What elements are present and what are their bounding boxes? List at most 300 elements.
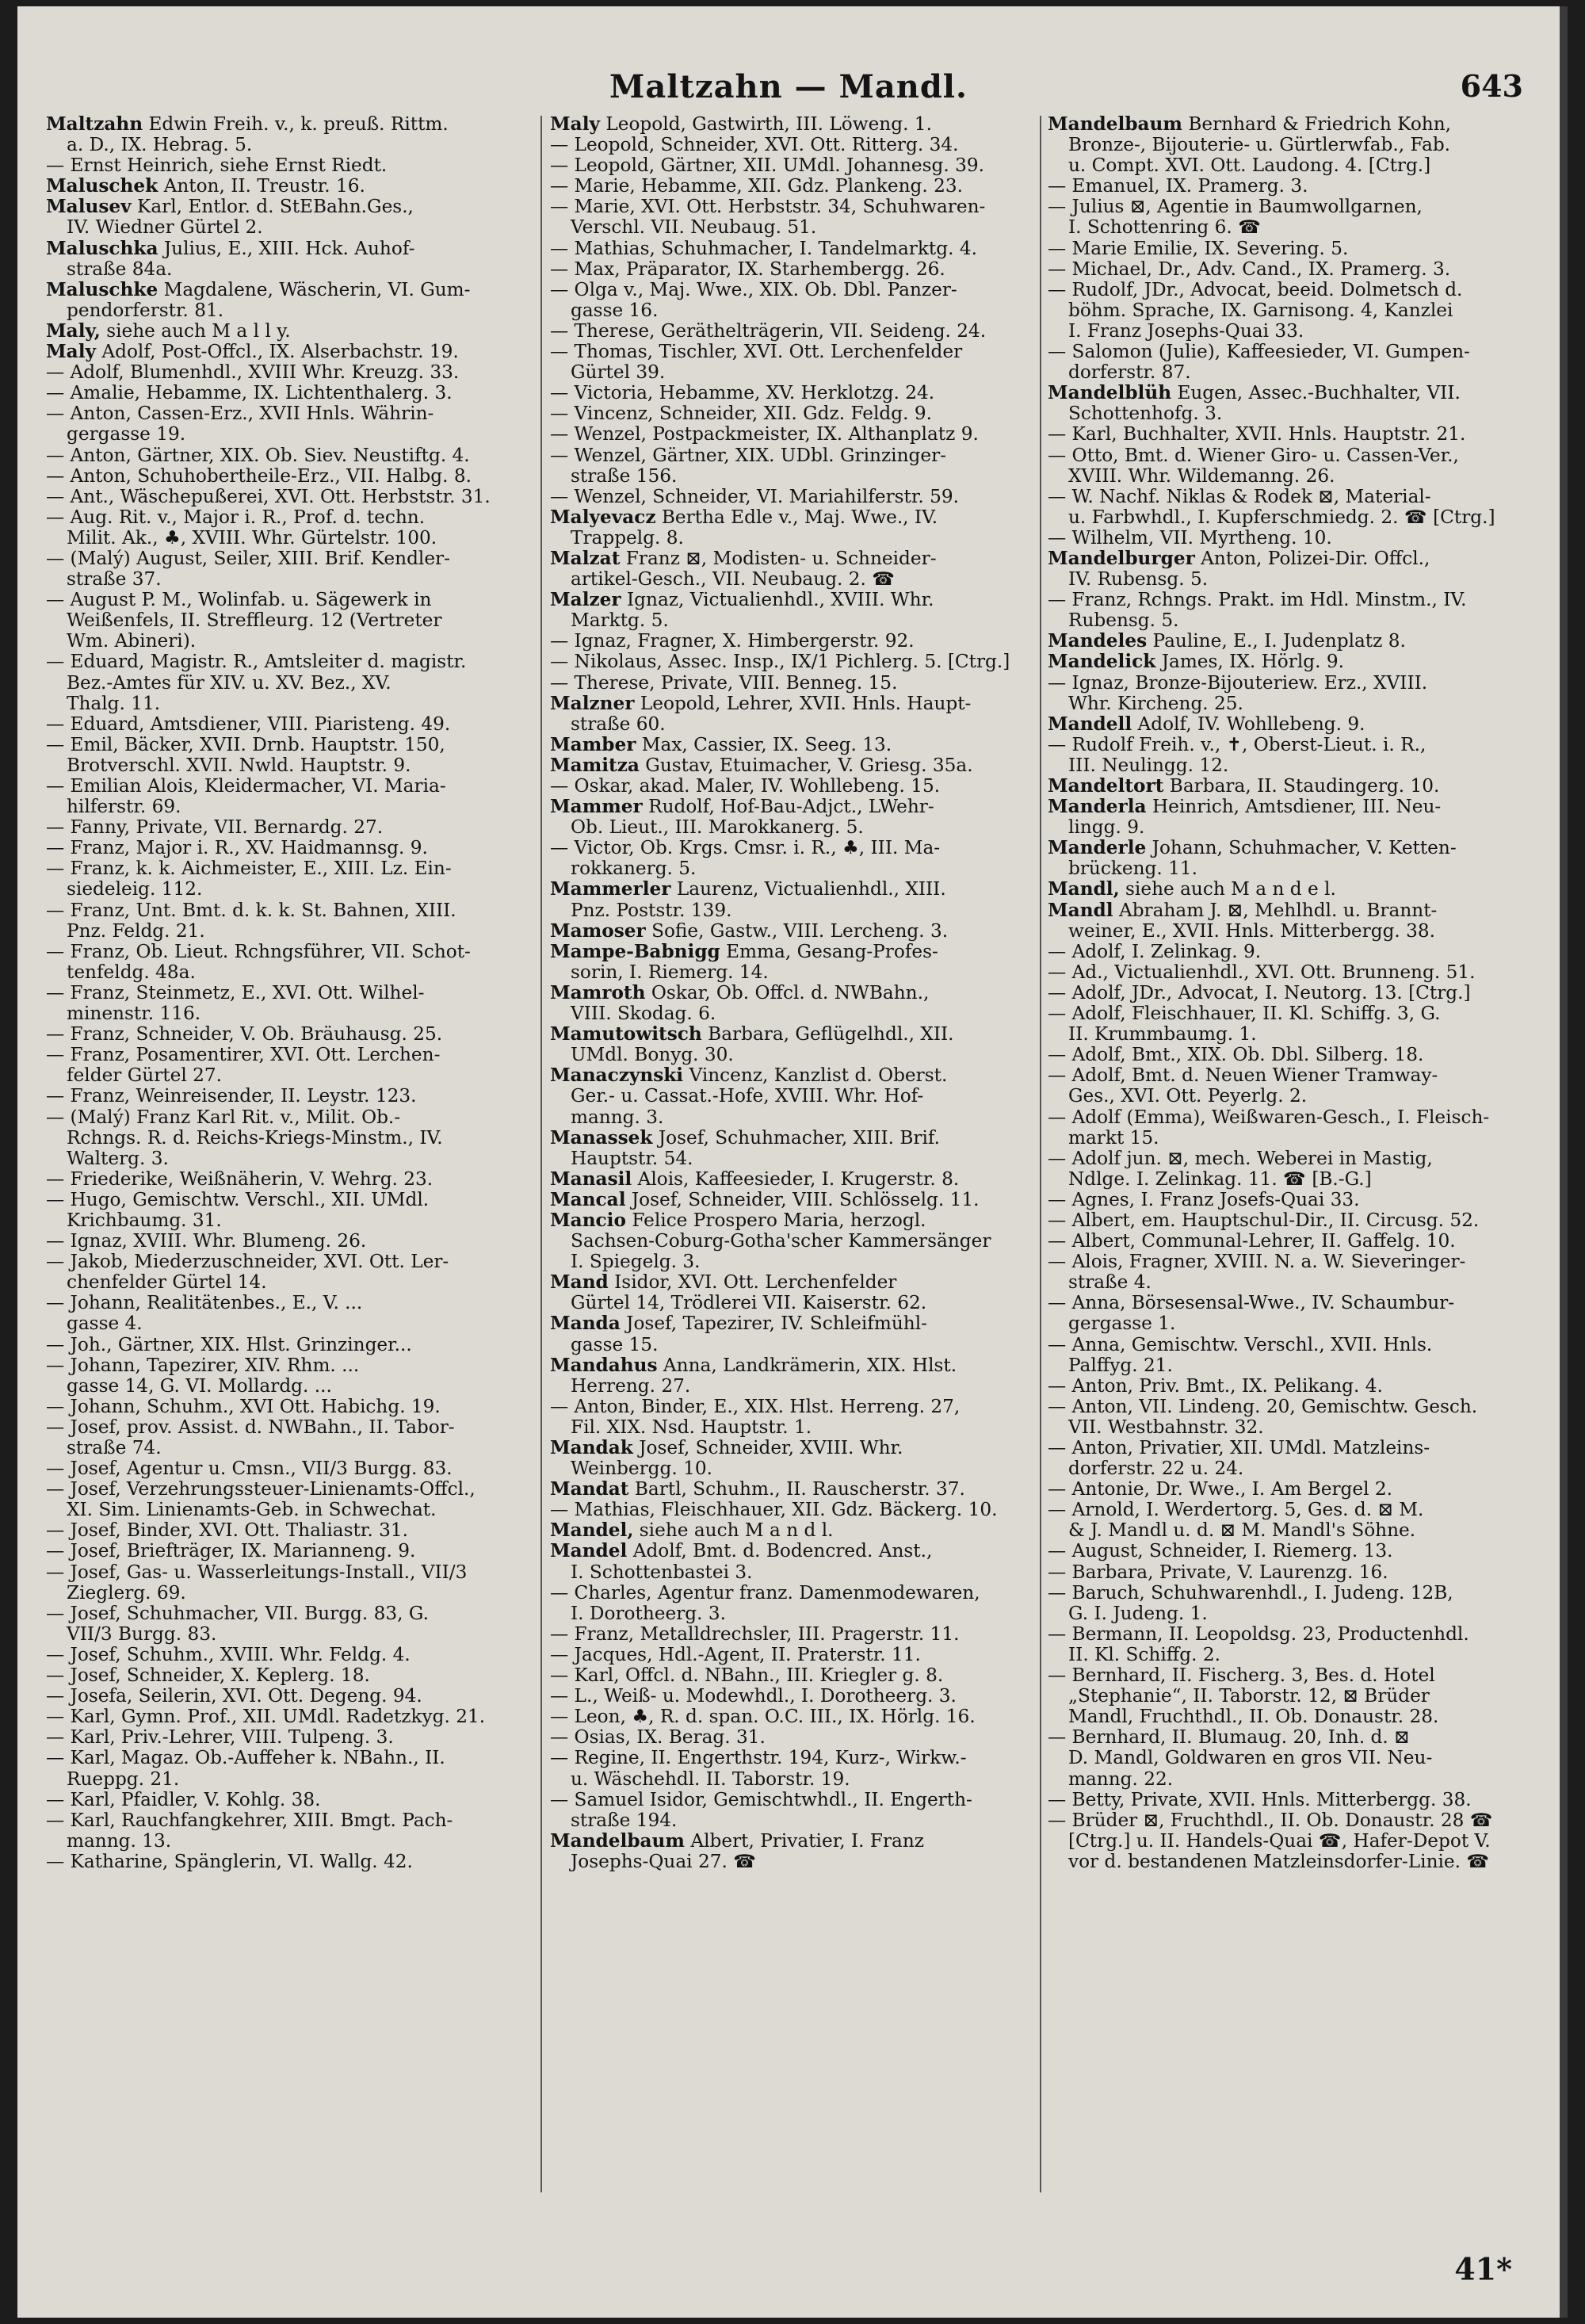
directory-entry: [46, 321, 528, 342]
entry-text: — Katharine, Spänglerin, VI. Wallg. 42.: [46, 1850, 413, 1872]
entry-text: — (Malý) August, Seiler, XIII. Brif. Kendler- straße 37.: [46, 547, 450, 591]
entry-text: Anton, II. Treustr. 16.: [158, 175, 365, 197]
directory-entry: [46, 1603, 528, 1645]
directory-entry: [550, 1128, 1032, 1169]
entry-text: — Karl, Gymn. Prof., XII. UMdl. Radetzkyg. 21.: [46, 1706, 486, 1728]
directory-entry: [550, 1272, 1032, 1313]
directory-entry: [1048, 1541, 1530, 1561]
entry-surname: Maluschek: [46, 175, 158, 197]
entry-surname: Mamoser: [550, 919, 646, 942]
directory-entry: [1048, 1810, 1530, 1872]
entry-text: — Anton, Gärtner, XIX. Ob. Siev. Neustiftg. 4.: [46, 444, 470, 466]
entry-text: — Friederike, Weißnäherin, V. Wehrg. 23.: [46, 1168, 433, 1190]
directory-entry: [1048, 590, 1530, 631]
entry-text: — Joh., Gärtner, XIX. Hlst. Grinzinger...: [46, 1333, 412, 1355]
entry-text: — Franz, k. k. Aichmeister, E., XIII. Lz. Ein- siedeleig. 112.: [46, 858, 452, 900]
entry-text: — Betty, Private, XVII. Hnls. Mitterbergg. 38.: [1048, 1788, 1472, 1810]
entry-surname: Maltzahn: [46, 114, 143, 135]
entry-surname: Mandelburger: [1048, 547, 1195, 569]
entry-text: James, IX. Hörlg. 9.: [1155, 651, 1344, 673]
entry-text: — Marie, Hebamme, XII. Gdz. Plankeng. 23.: [550, 175, 963, 197]
directory-entry: [550, 507, 1032, 549]
entry-text: — Eduard, Amtsdiener, VIII. Piaristeng. 49.: [46, 713, 451, 735]
entry-surname: Maly: [550, 114, 600, 135]
directory-entry: [550, 1707, 1032, 1727]
directory-entry: [1048, 1479, 1530, 1500]
directory-entry: [46, 466, 528, 487]
directory-entry: [550, 1313, 1032, 1355]
directory-entry: [46, 900, 528, 942]
entry-surname: Mandelblüh: [1048, 382, 1172, 404]
entry-text: — Bernhard, II. Blumaug. 20, Inh. d. ⊠ D. Mandl, Goldwaren en gros VII. Neu- manng. 22.: [1048, 1726, 1433, 1790]
directory-entry: [550, 1190, 1032, 1210]
directory-entry: [1048, 1790, 1530, 1810]
entry-surname: Mandat: [550, 1478, 629, 1500]
entry-text: — Bernhard, II. Fischerg. 3, Bes. d. Hotel „Stephanie“, II. Taborstr. 12, ⊠ Brüder Mandl, Fruchthdl., II. Ob. Donaustr. 28.: [1048, 1665, 1439, 1728]
directory-entry: [550, 1645, 1032, 1665]
entry-text: — Franz, Unt. Bmt. d. k. k. St. Bahnen, XIII. Pnz. Feldg. 21.: [46, 899, 456, 942]
directory-entry: [46, 1562, 528, 1603]
entry-text: — Franz, Schneider, V. Ob. Bräuhausg. 25.: [46, 1023, 443, 1045]
directory-entry: [550, 1831, 1032, 1872]
directory-entry: [1048, 673, 1530, 714]
column-3: [1048, 114, 1530, 2207]
entry-text: — Fanny, Private, VII. Bernardg. 27.: [46, 816, 384, 839]
entry-surname: Mand: [550, 1271, 609, 1294]
entry-text: — Ant., Wäschepußerei, XVI. Ott. Herbststr. 31.: [46, 485, 491, 507]
directory-entry: [550, 549, 1032, 590]
entry-text: — Josef, Schuhmacher, VII. Burgg. 83, G. VII/3 Burgg. 83.: [46, 1602, 429, 1645]
directory-entry: [46, 114, 528, 155]
entry-surname: Manda: [550, 1313, 621, 1335]
directory-entry: [46, 1852, 528, 1872]
entry-text: — Vincenz, Schneider, XII. Gdz. Feldg. 9.: [550, 403, 932, 425]
directory-entry: [1048, 176, 1530, 197]
directory-entry: [550, 445, 1032, 487]
directory-entry: [550, 176, 1032, 197]
directory-entry: [1048, 652, 1530, 672]
entry-text: — Therese, Geräthelträgerin, VII. Seideng. 24.: [550, 319, 987, 342]
entry-text: Heinrich, Amtsdiener, III. Neu- lingg. 9.: [1068, 796, 1442, 839]
entry-text: — Samuel Isidor, Gemischtwhdl., II. Engerth- straße 194.: [550, 1788, 972, 1831]
directory-entry: [550, 1397, 1032, 1438]
directory-entry: [550, 342, 1032, 383]
directory-entry: [1048, 1397, 1530, 1438]
entry-surname: Mamber: [550, 733, 636, 755]
directory-entry: [550, 280, 1032, 321]
entry-text: — Mathias, Schuhmacher, I. Tandelmarktg. 4.: [550, 237, 977, 259]
entry-text: — Hugo, Gemischtw. Verschl., XII. UMdl. Krichbaumg. 31.: [46, 1188, 430, 1231]
directory-entry: [1048, 1583, 1530, 1624]
entry-text: — Baruch, Schuhwarenhdl., I. Judeng. 12B, G. I. Judeng. 1.: [1048, 1581, 1453, 1624]
directory-entry: [1048, 1190, 1530, 1210]
directory-entry: [46, 1293, 528, 1334]
directory-entry: [550, 921, 1032, 942]
entry-surname: Mandelbaum: [1048, 114, 1182, 135]
directory-entry: [46, 1231, 528, 1252]
entry-text: — Salomon (Julie), Kaffeesieder, VI. Gumpen- dorferstr. 87.: [1048, 341, 1470, 384]
directory-entry: [1048, 197, 1530, 238]
directory-entry: [46, 239, 528, 280]
entry-text: Karl, Entlor. d. StEBahn.Ges., IV. Wiedner Gürtel 2.: [67, 196, 414, 239]
directory-entry: [46, 1520, 528, 1541]
directory-entry: [550, 239, 1032, 259]
entry-text: — Leopold, Schneider, XVI. Ott. Ritterg. 34.: [550, 134, 959, 156]
directory-entry: [46, 942, 528, 983]
directory-entry: [550, 838, 1032, 879]
entry-text: Isidor, XVI. Ott. Lerchenfelder Gürtel 14, Trödlerei VII. Kaiserstr. 62.: [571, 1271, 927, 1314]
entry-text: — Karl, Rauchfangkehrer, XIII. Bmgt. Pach- manng. 13.: [46, 1809, 453, 1852]
entry-text: — Adolf, Bmt., XIX. Ob. Dbl. Silberg. 18.: [1048, 1044, 1424, 1066]
entry-surname: Manaczynski: [550, 1065, 684, 1087]
directory-entry: [1048, 239, 1530, 259]
directory-entry: [46, 1045, 528, 1086]
entry-text: — Alois, Fragner, XVIII. N. a. W. Sieveringer- straße 4.: [1048, 1251, 1466, 1294]
entry-text: Leopold, Gastwirth, III. Löweng. 1.: [599, 114, 932, 135]
entry-text: — Karl, Magaz. Ob.-Auffeher k. NBahn., II. Rueppg. 21.: [46, 1747, 445, 1790]
directory-entry: [46, 1252, 528, 1293]
entry-text: Magdalene, Wäscherin, VI. Gum- pendorferstr. 81.: [67, 278, 471, 321]
directory-entry: [1048, 1252, 1530, 1293]
entry-surname: Mandl: [1048, 899, 1113, 921]
directory-entry: [46, 1024, 528, 1045]
entry-text: — Josef, prov. Assist. d. NWBahn., II. Tabor- straße 74.: [46, 1416, 455, 1458]
directory-entry: [550, 652, 1032, 672]
entry-surname: Manderle: [1048, 837, 1147, 859]
directory-entry: [46, 1541, 528, 1561]
column-2: [550, 114, 1032, 2207]
entry-text: — Wenzel, Gärtner, XIX. UDbl. Grinzinger- straße 156.: [550, 444, 946, 487]
directory-entry: [1048, 114, 1530, 176]
directory-entry: [46, 383, 528, 403]
directory-entry: [1048, 1210, 1530, 1231]
entry-text: — Brüder ⊠, Fruchthdl., II. Ob. Donaustr. 28 ☎ [Ctrg.] u. II. Handels-Quai ☎, Hafer-Depot V. vor d. bestandenen Matzleinsdorfer-Linie. ☎: [1048, 1809, 1493, 1872]
entry-surname: Malyevacz: [550, 506, 656, 528]
entry-text: — Josef, Gas- u. Wasserleitungs-Install., VII/3 Zieglerg. 69.: [46, 1561, 468, 1603]
entry-text: — Albert, Communal-Lehrer, II. Gaffelg. 10.: [1048, 1230, 1456, 1252]
entry-surname: Malusev: [46, 196, 132, 218]
directory-entry: [550, 1438, 1032, 1479]
directory-entry: [550, 1210, 1032, 1272]
directory-entry: [46, 549, 528, 590]
entry-text: Anna, Landkrämerin, XIX. Hlst. Herreng. 27.: [571, 1354, 957, 1397]
directory-entry: [46, 1397, 528, 1417]
entry-text: — Marie, XVI. Ott. Herbststr. 34, Schuhwaren- Verschl. VII. Neubaug. 51.: [550, 196, 986, 239]
entry-text: — Osias, IX. Berag. 31.: [550, 1726, 766, 1749]
directory-entry: [46, 362, 528, 383]
entry-text: Rudolf, Hof-Bau-Adjct., LWehr- Ob. Lieut., III. Marokkanerg. 5.: [571, 796, 934, 839]
directory-entry: [1048, 549, 1530, 590]
column-divider: [540, 116, 542, 2192]
directory-entry: [46, 342, 528, 362]
directory-entry: [550, 797, 1032, 838]
entry-text: siehe auch M a n d e l.: [1119, 878, 1336, 900]
entry-text: — Anton, Schuhobertheile-Erz., VII. Halbg. 8.: [46, 464, 472, 487]
directory-entry: [46, 403, 528, 445]
directory-entry: [46, 776, 528, 817]
entry-text: Adolf, IV. Wohllebeng. 9.: [1132, 713, 1365, 735]
directory-entry: [550, 1065, 1032, 1127]
entry-surname: Mandak: [550, 1437, 633, 1458]
entry-surname: Mampe-Babnigg: [550, 940, 720, 962]
entry-text: Bernhard & Friedrich Kohn, Bronze-, Bijouterie- u. Gürtlerwfab., Fab. u. Compt. XVI. Ott. Laudong. 4. [Ctrg.]: [1068, 114, 1452, 177]
entry-text: — Victor, Ob. Krgs. Cmsr. i. R., ♣, III. Ma- rokkanerg. 5.: [550, 837, 941, 880]
entry-text: — Johann, Schuhm., XVI Ott. Habichg. 19.: [46, 1395, 441, 1417]
entry-text: — Bermann, II. Leopoldsg. 23, Productenhdl. II. Kl. Schiffg. 2.: [1048, 1623, 1469, 1665]
directory-entry: [1048, 942, 1530, 962]
directory-entry: [1048, 1149, 1530, 1190]
directory-entry: [46, 487, 528, 507]
directory-entry: [550, 1790, 1032, 1831]
entry-text: — Barbara, Private, V. Laurenzg. 16.: [1048, 1561, 1388, 1583]
column-1: [46, 114, 528, 2207]
entry-text: — Adolf, Fleischhauer, II. Kl. Schiffg. 3, G. II. Krummbaumg. 1.: [1048, 1003, 1441, 1045]
entry-text: Barbara, II. Staudingerg. 10.: [1163, 775, 1440, 797]
entry-text: — Max, Präparator, IX. Starhembergg. 26.: [550, 258, 945, 280]
entry-text: — Eduard, Magistr. R., Amtsleiter d. magistr. Bez.-Amtes für XIV. u. XV. Bez., XV. Thalg. 11.: [46, 651, 467, 714]
directory-entry: [1048, 1231, 1530, 1252]
directory-entry: [46, 1335, 528, 1355]
entry-text: — Adolf jun. ⊠, mech. Weberei in Mastig, Ndlge. I. Zelinkag. 11. ☎ [B.-G.]: [1048, 1147, 1433, 1190]
entry-text: — Anton, VII. Lindeng. 20, Gemischtw. Gesch. VII. Westbahnstr. 32.: [1048, 1395, 1478, 1438]
entry-surname: Malzner: [550, 692, 635, 714]
entry-text: — L., Weiß- u. Modewhdl., I. Dorotheerg. 3.: [550, 1685, 957, 1707]
directory-entry: [1048, 879, 1530, 900]
entry-surname: Mamitza: [550, 754, 640, 776]
directory-entry: [1048, 445, 1530, 487]
directory-entry: [550, 1169, 1032, 1190]
entry-surname: Mandel: [550, 1540, 628, 1562]
directory-entry: [46, 1107, 528, 1169]
directory-entry: [46, 1169, 528, 1190]
directory-entry: [1048, 1562, 1530, 1583]
directory-entry: [46, 1790, 528, 1810]
entry-surname: Manassek: [550, 1126, 653, 1149]
directory-entry: [550, 487, 1032, 507]
directory-entry: [550, 942, 1032, 983]
directory-entry: [1048, 342, 1530, 383]
directory-entry: [46, 507, 528, 549]
directory-entry: [46, 1479, 528, 1520]
entry-surname: Mandelick: [1048, 651, 1156, 673]
entry-text: — Rudolf, JDr., Advocat, beeid. Dolmetsch d. böhm. Sprache, IX. Garnisong. 4, Kanzlei I. Franz Josephs-Quai 33.: [1048, 278, 1463, 342]
entry-text: — Franz, Ob. Lieut. Rchngsführer, VII. Schot- tenfeldg. 48a.: [46, 940, 471, 983]
entry-surname: Manderla: [1048, 796, 1147, 818]
directory-entry: [550, 155, 1032, 176]
directory-entry: [1048, 1107, 1530, 1149]
entry-surname: Mammer: [550, 796, 643, 818]
entry-text: — Josef, Schneider, X. Keplerg. 18.: [46, 1665, 370, 1687]
entry-text: — Emil, Bäcker, XVII. Drnb. Hauptstr. 150, Brotverschl. XVII. Nwld. Hauptstr. 9.: [46, 733, 445, 776]
directory-entry: [550, 1727, 1032, 1748]
entry-text: — Wenzel, Schneider, VI. Mariahilferstr. 59.: [550, 485, 960, 507]
entry-text: Abraham J. ⊠, Mehlhdl. u. Brannt- weiner, E., XVII. Hnls. Mitterbergg. 38.: [1068, 899, 1438, 942]
directory-entry: [550, 135, 1032, 155]
entry-text: Eugen, Assec.-Buchhalter, VII. Schottenhofg. 3.: [1068, 382, 1461, 425]
entry-text: Bartl, Schuhm., II. Rauscherstr. 37.: [628, 1478, 965, 1500]
entry-text: Pauline, E., I. Judenplatz 8.: [1147, 630, 1406, 652]
directory-entry: [46, 1810, 528, 1852]
directory-entry: [46, 1665, 528, 1686]
entry-text: — Julius ⊠, Agentie in Baumwollgarnen, I. Schottenring 6. ☎: [1048, 196, 1423, 239]
entry-text: — Ignaz, Bronze-Bijouteriew. Erz., XVIII. Whr. Kircheng. 25.: [1048, 671, 1428, 714]
entry-surname: Mandelbaum: [550, 1829, 685, 1852]
entry-text: — Antonie, Dr. Wwe., I. Am Bergel 2.: [1048, 1478, 1393, 1500]
page-header: [17, 68, 1560, 111]
page-title: Maltzahn — Mandl.: [609, 68, 968, 105]
entry-text: — Anna, Börsesensal-Wwe., IV. Schaumbur- gergasse 1.: [1048, 1292, 1455, 1335]
directory-entry: [550, 673, 1032, 694]
directory-entry: [46, 1190, 528, 1231]
entry-text: — Wilhelm, VII. Myrtheng. 10.: [1048, 526, 1332, 549]
entry-surname: Maluschka: [46, 237, 158, 259]
directory-entry: [1048, 1045, 1530, 1065]
entry-text: — Oskar, akad. Maler, IV. Wohllebeng. 15.: [550, 775, 941, 797]
entry-text: Laurenz, Victualienhdl., XIII. Pnz. Poststr. 139.: [571, 878, 946, 921]
directory-entry: [1048, 1335, 1530, 1376]
entry-surname: Mancio: [550, 1209, 626, 1231]
directory-entry: [46, 1727, 528, 1748]
entry-text: — Franz, Rchngs. Prakt. im Hdl. Minstm., IV. Rubensg. 5.: [1048, 589, 1467, 632]
directory-page: [17, 6, 1568, 2318]
directory-entry: [550, 1686, 1032, 1707]
directory-entry: [550, 114, 1032, 135]
directory-entry: [46, 735, 528, 776]
directory-entry: [550, 259, 1032, 280]
entry-text: Ignaz, Victualienhdl., XVIII. Whr. Marktg. 5.: [571, 589, 934, 632]
directory-entry: [46, 817, 528, 838]
directory-entry: [550, 590, 1032, 631]
directory-entry: [46, 1707, 528, 1727]
entry-text: — Ignaz, XVIII. Whr. Blumeng. 26.: [46, 1230, 367, 1252]
entry-text: — Adolf, Bmt. d. Neuen Wiener Tramway- Ges., XVI. Ott. Peyerlg. 2.: [1048, 1065, 1438, 1107]
entry-text: — W. Nachf. Niklas & Rodek ⊠, Material- u. Farbwhdl., I. Kupferschmiedg. 2. ☎ [Ctrg.]: [1048, 485, 1495, 528]
entry-text: — Karl, Offcl. d. NBahn., III. Kriegler g. 8.: [550, 1665, 944, 1687]
entry-surname: Maly,: [46, 319, 101, 342]
entry-text: Josef, Tapezirer, IV. Schleifmühl- gasse 15.: [571, 1313, 927, 1355]
directory-entry: [1048, 1293, 1530, 1334]
entry-text: Anton, Polizei-Dir. Offcl., IV. Rubensg. 5.: [1068, 547, 1430, 591]
directory-entry: [550, 1479, 1032, 1500]
directory-entry: [550, 1520, 1032, 1541]
entry-text: Josef, Schneider, VIII. Schlösselg. 11.: [625, 1188, 980, 1210]
directory-entry: [1048, 1727, 1530, 1789]
entry-text: Bertha Edle v., Maj. Wwe., IV. Trappelg. 8.: [571, 506, 938, 549]
entry-text: — Marie Emilie, IX. Severing. 5.: [1048, 237, 1349, 259]
entry-text: Franz ⊠, Modisten- u. Schneider- artikel-Gesch., VII. Neubaug. 2. ☎: [571, 547, 937, 591]
directory-entry: [46, 176, 528, 197]
entry-text: Julius, E., XIII. Hck. Auhof- straße 84a.: [67, 237, 415, 280]
directory-entry: [550, 1748, 1032, 1789]
entry-text: Leopold, Lehrer, XVII. Hnls. Haupt- straße 60.: [571, 692, 972, 735]
directory-entry: [1048, 383, 1530, 424]
directory-entry: [1048, 1665, 1530, 1727]
directory-entry: [550, 1583, 1032, 1624]
directory-entry: [1048, 528, 1530, 549]
directory-entry: [46, 714, 528, 735]
directory-entry: [1048, 424, 1530, 445]
directory-entry: [46, 1417, 528, 1458]
entry-text: — Arnold, I. Werdertorg. 5, Ges. d. ⊠ M. & J. Mandl u. d. ⊠ M. Mandl's Söhne.: [1048, 1499, 1424, 1542]
directory-entry: [550, 321, 1032, 342]
entry-text: — Franz, Posamentirer, XVI. Ott. Lerchen- felder Gürtel 27.: [46, 1044, 441, 1087]
entry-text: — Otto, Bmt. d. Wiener Giro- u. Cassen-Ver., XVIII. Whr. Wildemanng. 26.: [1048, 444, 1459, 487]
directory-entry: [1048, 631, 1530, 652]
entry-text: — Karl, Buchhalter, XVII. Hnls. Hauptstr. 21.: [1048, 423, 1466, 445]
entry-text: — Johann, Realitätenbes., E., V. ... gasse 4.: [46, 1292, 363, 1335]
sheet-signature: 41*: [1454, 2251, 1512, 2287]
directory-entry: [550, 383, 1032, 403]
directory-entry: [1048, 838, 1530, 879]
entry-text: — Josefa, Seilerin, XVI. Ott. Degeng. 94.: [46, 1685, 422, 1707]
directory-entry: [46, 652, 528, 713]
entry-text: — Rudolf Freih. v., ✝, Oberst-Lieut. i. R., III. Neulingg. 12.: [1048, 733, 1426, 776]
directory-entry: [550, 1024, 1032, 1065]
directory-entry: [550, 879, 1032, 920]
directory-entry: [550, 403, 1032, 424]
entry-text: Vincenz, Kanzlist d. Oberst. Ger.- u. Cassat.-Hofe, XVIII. Whr. Hof- manng. 3.: [571, 1065, 948, 1128]
entry-text: Sofie, Gastw., VIII. Lercheng. 3.: [645, 919, 949, 942]
entry-surname: Mandeles: [1048, 630, 1148, 652]
entry-text: Emma, Gesang-Profes- sorin, I. Riemerg. 14.: [571, 940, 938, 983]
entry-text: Adolf, Bmt. d. Bodencred. Anst., I. Schottenbastei 3.: [571, 1540, 933, 1583]
entry-text: — Jakob, Miederzuschneider, XVI. Ott. Ler- chenfelder Gürtel 14.: [46, 1251, 449, 1294]
entry-text: Barbara, Geflügelhdl., XII. UMdl. Bonyg. 30.: [571, 1023, 954, 1066]
entry-text: Josef, Schuhmacher, XIII. Brif. Hauptstr. 54.: [571, 1126, 941, 1169]
entry-text: — Ad., Victualienhdl., XVI. Ott. Brunneng. 51.: [1048, 961, 1476, 983]
entry-text: — Charles, Agentur franz. Damenmodewaren, I. Dorotheerg. 3.: [550, 1581, 980, 1624]
entry-text: — Adolf, JDr., Advocat, I. Neutorg. 13. [Ctrg.]: [1048, 981, 1471, 1003]
entry-text: — Wenzel, Postpackmeister, IX. Althanplatz 9.: [550, 423, 979, 445]
entry-text: — Therese, Private, VIII. Benneg. 15.: [550, 671, 898, 694]
directory-entry: [1048, 797, 1530, 838]
directory-entry: [1048, 714, 1530, 735]
directory-entry: [550, 1355, 1032, 1397]
directory-entry: [550, 983, 1032, 1024]
entry-text: — Aug. Rit. v., Major i. R., Prof. d. techn. Milit. Ak., ♣, XVIII. Whr. Gürtelstr. 100.: [46, 506, 437, 549]
entry-text: — Regine, II. Engerthstr. 194, Kurz-, Wirkw.- u. Wäschehdl. II. Taborstr. 19.: [550, 1747, 967, 1790]
entry-text: — Adolf, I. Zelinkag. 9.: [1048, 940, 1262, 962]
entry-text: Alois, Kaffeesieder, I. Krugerstr. 8.: [632, 1168, 960, 1190]
entry-text: — Anton, Binder, E., XIX. Hlst. Herreng. 27, Fil. XIX. Nsd. Hauptstr. 1.: [550, 1395, 961, 1438]
entry-text: — Josef, Verzehrungssteuer-Linienamts-Offcl., XI. Sim. Linienamts-Geb. in Schwechat.: [46, 1478, 476, 1521]
column-divider: [1040, 116, 1041, 2192]
entry-text: — Leopold, Gärtner, XII. UMdl. Johannesg. 39.: [550, 155, 984, 177]
directory-entry: [1048, 280, 1530, 342]
directory-entry: [46, 1686, 528, 1707]
entry-text: — Johann, Tapezirer, XIV. Rhm. ... gasse 14, G. VI. Mollardg. ...: [46, 1354, 360, 1397]
entry-surname: Mandahus: [550, 1354, 658, 1376]
directory-entry: [46, 1355, 528, 1397]
entry-surname: Malzat: [550, 547, 621, 569]
entry-text: — Anton, Cassen-Erz., XVII Hnls. Währin- gergasse 19.: [46, 403, 434, 445]
directory-entry: [1048, 1065, 1530, 1107]
entry-surname: Mandel,: [550, 1519, 634, 1542]
entry-text: Edwin Freih. v., k. preuß. Rittm. a. D., IX. Hebrag. 5.: [67, 114, 449, 156]
directory-entry: [550, 424, 1032, 445]
entry-surname: Maly: [46, 341, 96, 363]
entry-text: — Mathias, Fleischhauer, XII. Gdz. Bäckerg. 10.: [550, 1499, 998, 1521]
directory-entry: [550, 735, 1032, 755]
entry-text: — Josef, Agentur u. Cmsn., VII/3 Burgg. 83.: [46, 1458, 453, 1480]
directory-entry: [550, 755, 1032, 776]
entry-text: — Josef, Schuhm., XVIII. Whr. Feldg. 4.: [46, 1643, 411, 1665]
entry-text: — (Malý) Franz Karl Rit. v., Milit. Ob.- Rchngs. R. d. Reichs-Kriegs-Minstm., IV. Walterg. 3.: [46, 1106, 443, 1169]
page-number: 643: [1460, 68, 1523, 104]
entry-text: Max, Cassier, IX. Seeg. 13.: [636, 733, 892, 755]
directory-entry: [46, 1748, 528, 1789]
entry-text: Johann, Schuhmacher, V. Ketten- brückeng. 11.: [1068, 837, 1457, 880]
